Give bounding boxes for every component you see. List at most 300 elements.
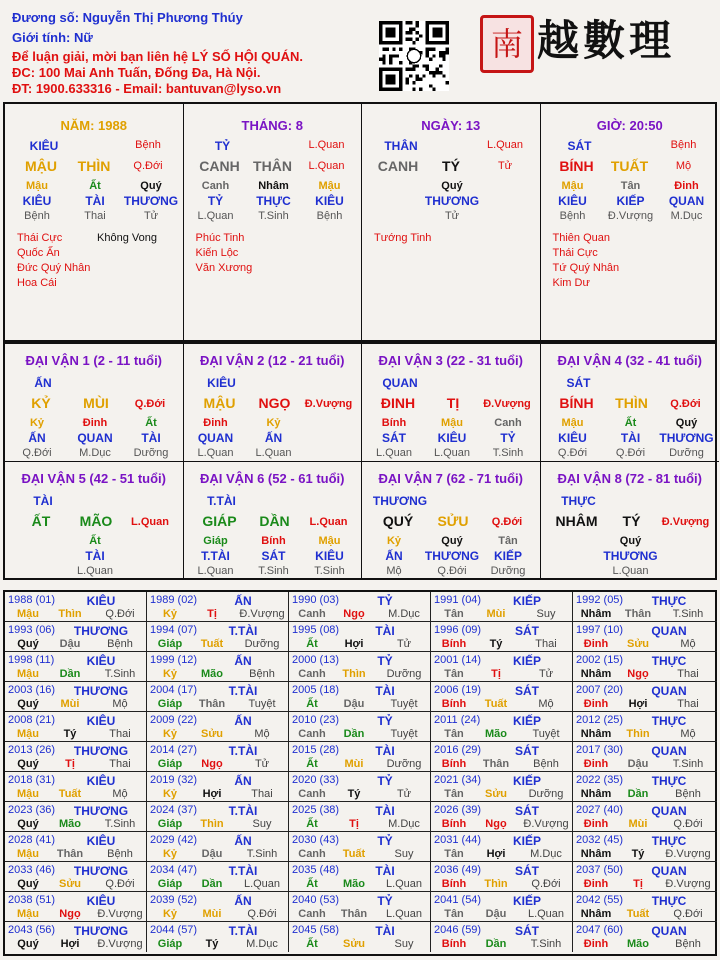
year-stem: Ất bbox=[306, 938, 318, 950]
year-branch: Sửu bbox=[342, 938, 366, 950]
year-label: 1989 (02) bbox=[150, 594, 198, 606]
hidden-god: THƯƠNG bbox=[123, 194, 179, 208]
year-branch: Thìn bbox=[58, 608, 82, 620]
year-label: 2023 (36) bbox=[8, 804, 56, 816]
hidden-stage: L.Quan bbox=[76, 565, 114, 577]
hidden-stage: Bệnh bbox=[316, 210, 343, 222]
dai-van-table bbox=[3, 342, 717, 580]
hidden-stage: Q.Đới bbox=[22, 447, 52, 459]
year-god: T.TÀI bbox=[228, 684, 258, 698]
year-stage: Bệnh bbox=[675, 788, 701, 800]
year-branch: Tị bbox=[491, 668, 501, 680]
hidden-god: THƯƠNG bbox=[424, 194, 480, 208]
year-stage: T.Sinh bbox=[104, 818, 136, 830]
year-stem: Canh bbox=[298, 728, 326, 740]
dai-van-title: ĐẠI VẬN 8 (72 - 81 tuổi) bbox=[557, 471, 702, 486]
star-name: Không Vong bbox=[97, 232, 157, 244]
pillar-top-god: KIÊU bbox=[29, 139, 59, 153]
star-name: Tứ Quý Nhân bbox=[552, 262, 620, 274]
year-branch: Tuất bbox=[484, 698, 508, 710]
hidden-god: KIẾP bbox=[493, 549, 522, 563]
dai-van-stem: BÍNH bbox=[559, 395, 594, 411]
year-label: 2025 (38) bbox=[292, 804, 340, 816]
year-branch: Dần bbox=[201, 878, 223, 890]
year-stage: T.Sinh bbox=[530, 938, 562, 950]
year-god: THƯƠNG bbox=[73, 804, 129, 818]
year-label: 1994 (07) bbox=[150, 624, 198, 636]
year-branch: Tý bbox=[63, 728, 77, 740]
year-stem: Canh bbox=[298, 908, 326, 920]
year-label: 2021 (34) bbox=[434, 774, 482, 786]
year-god: KIẾP bbox=[512, 774, 541, 788]
year-god: QUAN bbox=[651, 684, 687, 698]
year-god: ẤN bbox=[234, 654, 252, 668]
hidden-stage: T.Sinh bbox=[258, 565, 289, 577]
year-cell bbox=[289, 832, 431, 862]
year-cell bbox=[5, 772, 147, 802]
hidden-god: THƯƠNG bbox=[603, 549, 658, 563]
year-label: 2015 (28) bbox=[292, 744, 340, 756]
hidden-god: THƯƠNG bbox=[424, 549, 480, 563]
year-branch: Sửu bbox=[58, 878, 82, 890]
year-cell bbox=[147, 922, 289, 952]
year-branch: Hợi bbox=[486, 848, 506, 860]
hidden-stage: Bệnh bbox=[559, 210, 586, 222]
dai-van-stage: Q.Đới bbox=[491, 516, 523, 528]
dai-van-stage: Đ.Vượng bbox=[304, 398, 353, 410]
year-branch: Mùi bbox=[202, 908, 222, 920]
year-branch: Mão bbox=[343, 878, 365, 890]
year-cell bbox=[5, 892, 147, 922]
year-stage: Đ.Vượng bbox=[523, 818, 569, 830]
hidden-stem: Kỷ bbox=[266, 417, 281, 429]
hidden-stem: Đinh bbox=[82, 417, 108, 429]
year-stage: M.Dục bbox=[246, 938, 278, 950]
dai-van-title: ĐẠI VẬN 6 (52 - 61 tuổi) bbox=[200, 471, 345, 486]
year-branch: Mùi bbox=[344, 758, 364, 770]
pillar-stem-stage: L.Quan bbox=[308, 160, 345, 172]
year-cell bbox=[431, 832, 573, 862]
year-stem: Đinh bbox=[583, 818, 609, 830]
year-cell bbox=[147, 592, 289, 622]
hidden-stem: Quý bbox=[619, 535, 642, 547]
year-stem: Quý bbox=[17, 638, 39, 650]
year-branch: Mão bbox=[627, 938, 649, 950]
hidden-stage: Tử bbox=[444, 210, 460, 222]
year-cell bbox=[5, 712, 147, 742]
year-god: KIÊU bbox=[86, 714, 116, 728]
dai-van-stage: Đ.Vượng bbox=[661, 516, 710, 528]
year-stem: Đinh bbox=[583, 758, 609, 770]
dai-van-title: ĐẠI VẬN 7 (62 - 71 tuổi) bbox=[378, 471, 523, 486]
year-god: SÁT bbox=[515, 804, 539, 818]
year-cell bbox=[431, 772, 573, 802]
year-stage: Tử bbox=[396, 638, 412, 650]
pillar-top-god: THÂN bbox=[384, 139, 418, 153]
dai-van-branch: MÃO bbox=[79, 513, 113, 529]
year-label: 2027 (40) bbox=[576, 804, 624, 816]
year-stage: Đ.Vượng bbox=[97, 938, 143, 950]
star-name: Văn Xương bbox=[195, 262, 253, 274]
dai-van-7 bbox=[362, 462, 541, 580]
year-stem: Tân bbox=[444, 788, 464, 800]
dai-van-3 bbox=[362, 344, 541, 462]
year-cell bbox=[573, 802, 717, 832]
year-cell bbox=[147, 862, 289, 892]
year-label: 2014 (27) bbox=[150, 744, 198, 756]
hidden-stem: Tân bbox=[620, 180, 641, 192]
year-stage: Tuyệt bbox=[248, 698, 276, 710]
year-stem: Đinh bbox=[583, 938, 609, 950]
year-stem: Kỷ bbox=[162, 668, 178, 680]
year-god: TÀI bbox=[375, 684, 395, 698]
year-stage: Suy bbox=[394, 938, 414, 950]
pillar-3 bbox=[541, 104, 720, 340]
year-branch: Dậu bbox=[201, 848, 223, 860]
hidden-stage: M.Dục bbox=[670, 210, 703, 222]
year-god: THƯƠNG bbox=[73, 684, 129, 698]
hidden-god: KIÊU bbox=[558, 194, 587, 208]
year-branch: Dần bbox=[59, 668, 81, 680]
year-branch: Tị bbox=[207, 608, 217, 620]
year-god: KIÊU bbox=[86, 654, 116, 668]
year-branch: Mùi bbox=[486, 608, 506, 620]
year-label: 2012 (25) bbox=[576, 714, 624, 726]
year-stem: Nhâm bbox=[580, 728, 612, 740]
year-stage: Bệnh bbox=[533, 758, 559, 770]
year-cell bbox=[5, 652, 147, 682]
year-stem: Mậu bbox=[17, 788, 39, 800]
dai-van-title: ĐẠI VẬN 4 (32 - 41 tuổi) bbox=[557, 353, 702, 368]
year-branch: Tý bbox=[631, 848, 645, 860]
year-branch: Dần bbox=[485, 938, 507, 950]
year-branch: Mão bbox=[485, 728, 507, 740]
year-stem: Quý bbox=[17, 878, 39, 890]
year-stem: Bính bbox=[441, 758, 467, 770]
dai-van-branch: SỬU bbox=[437, 513, 469, 529]
year-god: KIẾP bbox=[512, 594, 541, 608]
year-cell bbox=[573, 832, 717, 862]
year-cell bbox=[431, 802, 573, 832]
dai-van-4 bbox=[541, 344, 720, 462]
year-branch: Dậu bbox=[627, 758, 649, 770]
star-name: Thái Cực bbox=[552, 247, 598, 259]
hidden-god: ẤN bbox=[264, 431, 283, 445]
year-label: 2028 (41) bbox=[8, 834, 56, 846]
year-stem: Giáp bbox=[157, 818, 183, 830]
year-cell bbox=[289, 742, 431, 772]
year-branch: Tị bbox=[349, 818, 359, 830]
year-cell bbox=[431, 682, 573, 712]
year-stem: Mậu bbox=[17, 608, 39, 620]
year-god: TÀI bbox=[375, 744, 395, 758]
year-god: KIÊU bbox=[86, 834, 116, 848]
hidden-god: SÁT bbox=[261, 549, 286, 563]
year-stem: Ất bbox=[306, 698, 318, 710]
year-stage: Dưỡng bbox=[244, 638, 280, 650]
year-stage: Thai bbox=[677, 698, 699, 710]
hidden-stage: M.Dục bbox=[79, 447, 111, 459]
year-label: 2031 (44) bbox=[434, 834, 482, 846]
year-branch: Tuất bbox=[626, 908, 650, 920]
year-branch: Hợi bbox=[60, 938, 80, 950]
year-god: ẤN bbox=[234, 714, 252, 728]
year-cell bbox=[5, 682, 147, 712]
pillar-title: NĂM: 1988 bbox=[60, 118, 127, 133]
year-stem: Canh bbox=[298, 608, 326, 620]
year-stem: Bính bbox=[441, 638, 467, 650]
year-branch: Thân bbox=[56, 848, 84, 860]
hidden-stem: Quý bbox=[441, 535, 463, 547]
year-label: 2040 (53) bbox=[292, 894, 340, 906]
year-stage: Mộ bbox=[112, 788, 128, 800]
annual-luck-table bbox=[3, 590, 717, 956]
year-branch: Hợi bbox=[202, 788, 222, 800]
year-branch: Dần bbox=[627, 788, 649, 800]
year-cell bbox=[147, 802, 289, 832]
hidden-god: KIÊU bbox=[22, 194, 52, 208]
year-stage: T.Sinh bbox=[672, 608, 704, 620]
year-label: 2030 (43) bbox=[292, 834, 340, 846]
pillar-stem-stage: Q.Đới bbox=[133, 160, 163, 172]
year-branch: Mùi bbox=[628, 818, 648, 830]
year-stage: Mộ bbox=[112, 698, 128, 710]
year-label: 2032 (45) bbox=[576, 834, 624, 846]
year-stem: Ất bbox=[306, 878, 318, 890]
year-stage: Mộ bbox=[254, 728, 270, 740]
year-god: KIẾP bbox=[512, 714, 541, 728]
year-stage: Dưỡng bbox=[386, 758, 422, 770]
year-cell bbox=[573, 862, 717, 892]
year-god: THƯƠNG bbox=[73, 744, 129, 758]
year-stem: Kỷ bbox=[162, 908, 178, 920]
year-god: THỰC bbox=[651, 594, 687, 608]
year-branch: Mão bbox=[201, 668, 223, 680]
pillar-top-stage: Bệnh bbox=[135, 139, 161, 151]
year-stage: Tử bbox=[538, 668, 554, 680]
star-name: Quốc Ấn bbox=[17, 247, 60, 259]
year-label: 2022 (35) bbox=[576, 774, 624, 786]
hidden-god: TÀI bbox=[620, 431, 641, 445]
hidden-stage: Dưỡng bbox=[669, 447, 704, 459]
year-label: 2045 (58) bbox=[292, 924, 340, 936]
year-stem: Giáp bbox=[157, 758, 183, 770]
year-label: 2024 (37) bbox=[150, 804, 198, 816]
hidden-stem: Đinh bbox=[674, 180, 699, 192]
year-cell bbox=[431, 922, 573, 952]
year-label: 2017 (30) bbox=[576, 744, 624, 756]
dai-van-6 bbox=[184, 462, 363, 580]
year-cell bbox=[147, 622, 289, 652]
year-cell bbox=[147, 832, 289, 862]
year-label: 1990 (03) bbox=[292, 594, 340, 606]
year-stage: M.Dục bbox=[388, 608, 420, 620]
year-label: 1991 (04) bbox=[434, 594, 482, 606]
hidden-stage: Dưỡng bbox=[133, 447, 169, 459]
year-stage: Đ.Vượng bbox=[239, 608, 285, 620]
year-stem: Đinh bbox=[583, 698, 609, 710]
year-branch: Ngọ bbox=[485, 818, 507, 830]
hidden-god: TÀI bbox=[85, 549, 105, 563]
year-god: QUAN bbox=[651, 624, 687, 638]
year-label: 1996 (09) bbox=[434, 624, 482, 636]
year-label: 2001 (14) bbox=[434, 654, 482, 666]
year-god: THỰC bbox=[651, 894, 687, 908]
year-god: ẤN bbox=[234, 594, 252, 608]
year-cell bbox=[573, 652, 717, 682]
dai-van-god: TÀI bbox=[33, 494, 53, 508]
hidden-stage: Bệnh bbox=[24, 210, 50, 222]
address: ĐC: 100 Mai Anh Tuấn, Đống Đa, Hà Nội. bbox=[12, 65, 261, 80]
owner-gender: Giới tính: Nữ bbox=[12, 30, 93, 45]
year-god: KIÊU bbox=[86, 894, 116, 908]
year-label: 2046 (59) bbox=[434, 924, 482, 936]
year-cell bbox=[573, 892, 717, 922]
star-name: Thái Cực bbox=[17, 232, 63, 244]
year-cell bbox=[5, 832, 147, 862]
year-cell bbox=[289, 592, 431, 622]
year-stem: Bính bbox=[441, 818, 467, 830]
year-god: THỰC bbox=[651, 714, 687, 728]
year-stage: M.Dục bbox=[388, 818, 420, 830]
year-label: 2029 (42) bbox=[150, 834, 198, 846]
brand-logo: 越數理 bbox=[537, 16, 676, 65]
hidden-stage: Dưỡng bbox=[490, 565, 526, 577]
year-stem: Đinh bbox=[583, 638, 609, 650]
hidden-stem: Quý bbox=[441, 180, 463, 192]
dai-van-stem: QUÝ bbox=[382, 513, 414, 529]
year-label: 1998 (11) bbox=[8, 654, 55, 666]
hidden-god: QUAN bbox=[668, 194, 705, 208]
year-cell bbox=[289, 712, 431, 742]
year-god: KIẾP bbox=[512, 894, 541, 908]
year-branch: Thân bbox=[198, 698, 226, 710]
hidden-god: TÀI bbox=[141, 431, 161, 445]
year-cell bbox=[147, 742, 289, 772]
year-stage: Mộ bbox=[538, 698, 554, 710]
hidden-god: KIÊU bbox=[558, 431, 587, 445]
year-stem: Tân bbox=[444, 728, 464, 740]
dai-van-god: KIÊU bbox=[207, 376, 236, 390]
seal-glyph: 南 bbox=[490, 25, 523, 63]
year-branch: Ngọ bbox=[627, 668, 649, 680]
pillar-0 bbox=[5, 104, 184, 340]
year-label: 2010 (23) bbox=[292, 714, 340, 726]
hidden-stem: Ất bbox=[89, 180, 101, 192]
year-cell bbox=[431, 742, 573, 772]
year-stage: L.Quan bbox=[243, 878, 281, 890]
year-god: TỶ bbox=[377, 894, 393, 908]
year-label: 2041 (54) bbox=[434, 894, 482, 906]
year-stem: Mậu bbox=[17, 668, 39, 680]
year-label: 2043 (56) bbox=[8, 924, 56, 936]
year-stage: Bệnh bbox=[107, 848, 133, 860]
hidden-god: KIÊU bbox=[437, 431, 467, 445]
year-cell bbox=[573, 622, 717, 652]
dai-van-stage: Đ.Vượng bbox=[483, 398, 531, 410]
year-cell bbox=[573, 712, 717, 742]
hidden-stem: Mậu bbox=[318, 180, 341, 192]
year-branch: Tị bbox=[65, 758, 75, 770]
year-cell bbox=[5, 622, 147, 652]
year-branch: Tý bbox=[489, 638, 503, 650]
pillar-title: GIỜ: 20:50 bbox=[596, 118, 663, 133]
year-stage: L.Quan bbox=[527, 908, 565, 920]
year-stem: Nhâm bbox=[580, 668, 612, 680]
year-god: SÁT bbox=[515, 684, 539, 698]
year-branch: Thìn bbox=[626, 728, 650, 740]
year-stem: Kỷ bbox=[162, 728, 178, 740]
year-god: T.TÀI bbox=[228, 624, 258, 638]
year-stem: Ất bbox=[306, 758, 318, 770]
year-god: THƯƠNG bbox=[73, 864, 129, 878]
pillar-top-god: TỶ bbox=[214, 139, 231, 153]
year-cell bbox=[289, 772, 431, 802]
star-name: Đức Quý Nhân bbox=[17, 262, 91, 274]
year-stage: T.Sinh bbox=[104, 668, 136, 680]
hidden-stem: Bính bbox=[261, 535, 286, 547]
year-stage: Q.Đới bbox=[673, 818, 703, 830]
year-branch: Dần bbox=[343, 728, 365, 740]
year-label: 2033 (46) bbox=[8, 864, 56, 876]
year-god: SÁT bbox=[515, 924, 539, 938]
hidden-stem: Mậu bbox=[561, 180, 584, 192]
year-cell bbox=[573, 772, 717, 802]
hidden-god: T.TÀI bbox=[201, 549, 230, 563]
dai-van-branch: TỊ bbox=[446, 395, 460, 411]
year-god: TÀI bbox=[375, 924, 395, 938]
year-branch: Sửu bbox=[626, 638, 650, 650]
year-god: QUAN bbox=[651, 744, 687, 758]
year-label: 2008 (21) bbox=[8, 714, 56, 726]
pillar-1 bbox=[184, 104, 363, 340]
dai-van-1 bbox=[5, 344, 184, 462]
dai-van-stage: L.Quan bbox=[309, 516, 348, 528]
year-cell bbox=[431, 892, 573, 922]
hidden-god: QUAN bbox=[77, 431, 113, 445]
year-label: 1999 (12) bbox=[150, 654, 198, 666]
hidden-stage: Mộ bbox=[386, 565, 402, 577]
year-god: KIẾP bbox=[512, 834, 541, 848]
year-stage: Q.Đới bbox=[673, 908, 703, 920]
year-cell bbox=[5, 802, 147, 832]
year-stage: Bệnh bbox=[107, 638, 133, 650]
year-label: 2016 (29) bbox=[434, 744, 482, 756]
year-stage: Dưỡng bbox=[386, 668, 422, 680]
year-stage: Q.Đới bbox=[105, 608, 135, 620]
year-stage: T.Sinh bbox=[246, 848, 278, 860]
year-stem: Quý bbox=[17, 758, 39, 770]
hidden-stem: Mậu bbox=[26, 180, 48, 192]
hidden-stem: Giáp bbox=[203, 535, 228, 547]
hidden-stem: Mậu bbox=[441, 417, 463, 429]
year-cell bbox=[289, 922, 431, 952]
year-stem: Nhâm bbox=[580, 908, 612, 920]
year-god: T.TÀI bbox=[228, 804, 258, 818]
hidden-god: THỰC bbox=[256, 194, 291, 208]
hidden-god: SÁT bbox=[382, 431, 406, 445]
year-cell bbox=[147, 712, 289, 742]
pillar-stem-stage: Tử bbox=[497, 160, 513, 172]
star-name: Tướng Tinh bbox=[374, 232, 432, 244]
year-stage: M.Dục bbox=[530, 848, 562, 860]
year-stage: Tử bbox=[396, 788, 412, 800]
year-stem: Tân bbox=[444, 668, 464, 680]
year-label: 2047 (60) bbox=[576, 924, 624, 936]
year-cell bbox=[573, 742, 717, 772]
year-label: 2020 (33) bbox=[292, 774, 340, 786]
hidden-stage: Thai bbox=[84, 210, 106, 222]
